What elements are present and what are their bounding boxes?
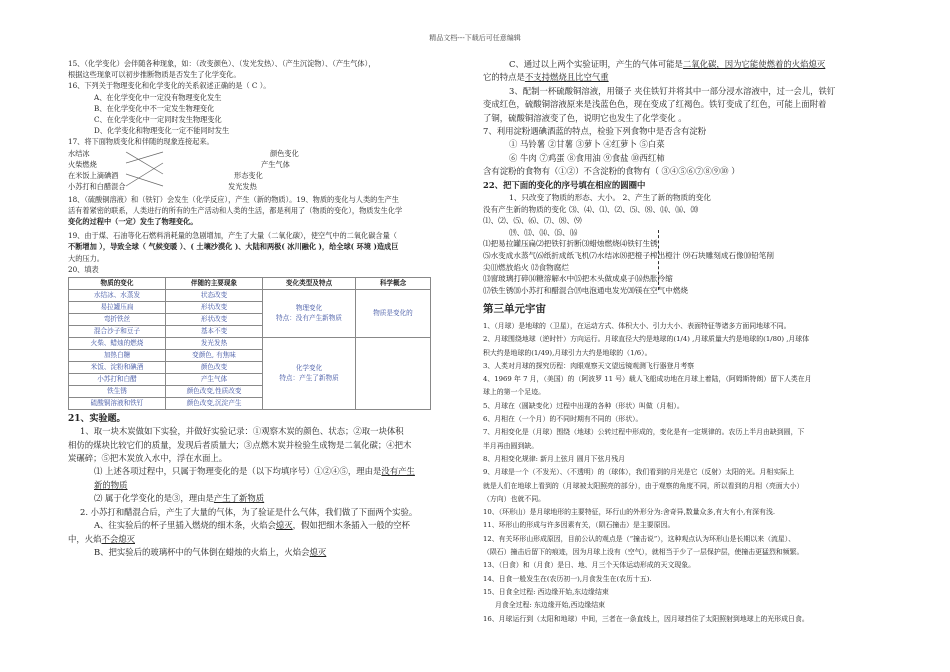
q21-answer-2: [68, 492, 468, 505]
q21-body-3: 炭碾碎；⑤把木炭放入水中，浮在水面上。: [68, 453, 228, 464]
q18-line-1: 18、（硫酸铜溶液）和（铁钉）会发生（化学反应），产生（新的物质）。19、物质的变化与人类的生产生: [68, 194, 399, 204]
table-cell: 水结冰、水蒸发: [69, 290, 166, 302]
exp-feature-text: 它的特点是: [483, 72, 525, 83]
match-left-item: 水结冰: [68, 148, 90, 158]
table-cell: 发光发热: [166, 338, 263, 350]
r3-line-2: 变成红色，硫酸铜溶液原来是浅蓝色色，现在变成了红褐色。铁钉变成了红色，可能上面附着: [483, 99, 827, 110]
changes-table: [68, 277, 431, 410]
q18-line-3: 变化的过程中（一定）发生了物理变化。: [68, 217, 198, 227]
q21-a-blank: 熄灭: [275, 520, 293, 531]
table-header: 伴随的主要现象: [166, 278, 263, 290]
q19-line-2: 不断增加 ），导致全球（ 气候变暖 ）、( 土壤沙漠化 )、大陆和两极( 冰川融化 )，给全球( 环境 )造成巨: [68, 242, 399, 252]
s3-line: 9、月球是一个（不发光）、（不透明）的（球体），我们看到的月光是它（反射）太阳的光。月相实际上: [483, 468, 794, 477]
s3-line: 12、有关环形山形成原因，目前公认的观点是（“撞击说”），这种观点认为环形山是长期以来（流星）、: [483, 534, 796, 543]
s3-line: 6、月相在（一个月）的不同时期有不同的（形状）。: [483, 415, 643, 424]
match-left-item: 在米饭上滴碘酒: [68, 170, 119, 180]
s3-line: 4、1969 年 7 月，（美国）的（阿波罗 11 号）载人飞船成功地在月球上着陆，（阿姆斯特朗）留下人类在月: [483, 375, 812, 384]
section-3-body: [483, 320, 883, 626]
s3-line: 15、日食全过程: 西边缘开始,东边缘结束: [483, 587, 609, 596]
s3-line: 积大约是地球的(1/49),月球引力大约是地球的（1/6）。: [483, 348, 652, 357]
r22-line: 没有产生新的物质的变化 ⑶、⑷、⑴、⑵、⑸、⑻、⒁、⒃、⒇: [483, 204, 699, 214]
match-right-item: 颜色变化: [270, 148, 299, 158]
match-left-item: 火柴燃烧: [68, 159, 97, 169]
s3-line: 8、月相变化规律: 新月上弦月 圆月下弦月残月: [483, 454, 626, 463]
left-column: [68, 58, 468, 559]
table-concept-empty: [356, 338, 431, 410]
s3-line: 10、（环形山）是月球地形的主要特征，环行山的外形分为:舍奇异,数量众多,有大有小,有深有浅.: [483, 508, 776, 517]
type-label: 物理变化: [295, 304, 323, 313]
table-cell: 产生气体: [166, 374, 263, 386]
type-feature: 特点：产生了新物质: [279, 373, 339, 382]
exp-conclusion-reason: ，因为它能使燃着的火焰熄灭: [716, 59, 826, 69]
table-cell: 混合沙子和豆子: [69, 326, 166, 338]
r22-line: ⒆、⒀、⒁、⒂、⒃: [509, 227, 578, 237]
type-label: 化学变化: [295, 364, 323, 373]
table-cell: 小苏打和白醋: [69, 374, 166, 386]
table-cell: 变颜色, 有焦味: [166, 350, 263, 362]
r7-options-1: ① 马铃薯 ②甘薯 ③萝卜 ④红萝卜 ⑤白菜: [509, 139, 665, 150]
table-header: 科学概念: [356, 278, 431, 290]
table-type-physical: [263, 290, 356, 338]
match-right-item: 形态变化: [234, 170, 263, 180]
q21-answer-2-blank: 产生了新物质: [213, 493, 265, 504]
table-cell: 基本不变: [166, 326, 263, 338]
s3-line: 16、月球运行到（太阳和地球）中间，三者在一条直线上，因月球挡住了太阳照射到地球上的光形成日食。: [483, 614, 809, 623]
q21-b-text: B、把实验后的玻璃杯中的气体倒在蜡烛的火焰上，火焰会: [94, 546, 310, 557]
table-cell: 铁生锈: [69, 386, 166, 398]
s3-line: 3、人类对月球的探究历程：肉眼观察天文望远镜观测飞行器登月考察: [483, 361, 695, 370]
r22-line: 尖⑾燃放焰火 ⑿食物腐烂: [483, 262, 569, 272]
match-right-item: 产生气体: [261, 159, 290, 169]
q21-a-line-2: [68, 533, 468, 546]
r22-line: ⑴、⑵、⑸、⑹、⑺、⑻、⑼: [483, 216, 582, 226]
q21-answer-1b: [68, 479, 468, 492]
s3-line: 就是人们在地球上看到的（月球被太阳照亮的部分），由于观察的角度不同，所以看到的月相（亮面大小）: [483, 481, 804, 490]
q16-option-c: C、在化学变化中一定同时发生物理变化: [94, 115, 222, 125]
q21-title: 21、实验题。: [68, 414, 126, 425]
q21-b-line: [68, 546, 468, 559]
s3-line: （方向）也就不同。: [483, 494, 546, 503]
q19-line-1: 19、由于煤、石油等化石燃料消耗量的急剧增加，产生了大量（二氧化碳），使空气中的二氧化碳含量（: [68, 231, 397, 241]
q21-answer-1-blank: 没有产生: [381, 466, 415, 477]
s3-line: 2、月球围绕地球（逆时针）方向运行。月球直径大约是地球的(1/4) ,月球质量大约是地球的(1/80) ,月球体: [483, 335, 810, 344]
q20-title: 20、填表: [68, 264, 99, 274]
q16-option-b: B、在化学变化中不一定发生物理变化: [94, 103, 215, 113]
dashed-divider: [658, 230, 659, 290]
exp-feature: [483, 71, 883, 84]
right-column: [483, 58, 883, 626]
q21-a-line: [68, 519, 468, 532]
page-header: 精品文档---下载后可任意编辑: [429, 34, 521, 42]
table-header: 变化类型及特点: [263, 278, 356, 290]
r7-options-2: ⑥ 牛肉 ⑦鸡蛋 ⑧食用油 ⑨食盐 ⑩西红柿: [509, 152, 665, 163]
q21-a-text-3: 中，火焰: [68, 533, 102, 544]
q15-line-1: 15、（化学变化）会伴随各种现象，如：（改变颜色）、（发光发热）、（产生沉淀物）、（产生气体），: [68, 59, 376, 68]
type-feature: 特点：没有产生新物质: [276, 313, 342, 322]
s3-line: 月食全过程: 东边缘开始,西边缘结束: [495, 601, 606, 610]
s3-line: 球上的第一个足迹。: [483, 388, 546, 397]
r7-answer: 含有淀粉的食物有（①②）不含淀粉的食物有（ ③④⑤⑥⑦⑧⑨⑩ ）: [483, 166, 740, 177]
match-left-item: 小苏打和白醋混合: [68, 181, 126, 191]
s3-line: 7、月相变化是（月球）围绕（地球）公转过程中形成的，变化是有一定规律的。农历上半月由缺到圆，下: [483, 428, 805, 437]
table-cell: 颜色改变,沉淀产生: [166, 398, 263, 410]
s3-line: 5、月球在（圆缺变化）过程中出现的各种（形状）叫做（月相）。: [483, 401, 684, 410]
q21-answer-1: [68, 465, 468, 478]
table-cell: 易拉罐压扁: [69, 302, 166, 314]
q21-a-text-2: ，假如把细木条插入一般的空杯: [292, 520, 410, 531]
s3-line: 1、（月球）是地球的（卫星），在运动方式、体积大小、引力大小、表面特征等诸多方面同地球不同。: [483, 322, 791, 330]
r22-line: ⒀窗玻璃打碎⒁糖溶解水中⒂把木头做成桌子⒃热胀冷缩: [483, 274, 673, 284]
matching-exercise: [68, 148, 468, 194]
table-cell: 颜色改变,性质改变: [166, 386, 263, 398]
q17-stem: 17、将下面物质变化和伴随的现象连接起来。: [68, 137, 214, 147]
q21-a-text: A、往实验后的杯子里插入燃烧的细木条，火焰会: [94, 520, 276, 531]
table-header: 物质的变化: [69, 278, 166, 290]
q21-answer-1-text: ⑴ 上述各项过程中，只属于物理变化的是（以下均填序号）①②④⑤，理由是: [94, 466, 382, 477]
q19-line-3: 大的压力。: [68, 253, 104, 263]
r22-line: ⑴把易拉罐压扁⑵把铁钉折断⑶蜡烛燃烧⑷铁钉生锈: [483, 239, 658, 249]
q21-body-2: 相仿的煤块比较它们的质量，发现后者质量大；③点燃木炭并检验生成物是二氧化碳；④把木: [68, 439, 412, 450]
exp-conclusion-text: C、通过以上两个实验证明，产生的气体可能是: [509, 59, 683, 69]
r22-line: ⒄铁生锈⒅小苏打和醋混合⒆电泡通电发光⒇镁在空气中燃烧: [483, 285, 689, 295]
r7-stem: 7、利用淀粉遇碘酒蓝的特点，检验下列食物中是否含有淀粉: [483, 126, 707, 137]
q21-b-blank: 熄灭: [309, 546, 327, 557]
exp-conclusion: [483, 58, 883, 71]
r22-title: 22、把下面的变化的序号填在相应的圆圈中: [483, 179, 646, 190]
table-cell: 硫酸铜溶液和铁钉: [69, 398, 166, 410]
r22-line: ⑸水变成水蒸气⑹纸折成纸飞机⑺水结冰⑻把橙子榨出橙汁 ⑼石块雕刻成石像⑽铅笔削: [483, 251, 774, 261]
q21-part2: 2. 小苏打和醋混合后，产生了大量的气体，为了验证是什么气体，我们做了下面两个实验。: [80, 506, 418, 517]
q21-a-blank-2: 不会熄灭: [101, 533, 135, 544]
table-concept: 物质是变化的: [356, 290, 431, 338]
q21-answer-2-text: ⑵ 属于化学变化的是③，理由是: [94, 493, 214, 504]
table-cell: 加热白糖: [69, 350, 166, 362]
q16-option-a: A、在化学变化中一定没有物理变化发生: [94, 92, 222, 102]
match-right-item: 发光发热: [228, 181, 257, 191]
exp-conclusion-blank: 二氧化碳: [682, 59, 717, 69]
q16-option-d: D、化学变化和物理变化一定不能同时发生: [94, 126, 230, 136]
s3-line: 半月再由圆到缺。: [483, 441, 539, 450]
q21-answer-1-blank-2: 新的物质: [94, 479, 128, 490]
s3-line: （陨石）撞击后留下的痕迹，因为月球上没有（空气），就相当于少了一层保护层，使撞击更猛烈和频繁。: [483, 548, 804, 557]
q21-body-1: 1、取一块木炭做如下实验，并做好实验记录：①观察木炭的颜色、状态；②取一块体积: [80, 426, 404, 437]
s3-line: 11、环形山的形成与许多因素有关，（陨石撞击）是主要原因。: [483, 521, 675, 530]
q16-stem: 16、下列关于物理变化和化学变化的关系叙述正确的是（ C ）。: [68, 81, 271, 91]
exp-feature-blank: 不支持燃烧且比空气重: [524, 72, 609, 83]
table-cell: 形状改变: [166, 314, 263, 326]
table-cell: 颜色改变: [166, 362, 263, 374]
table-cell: 弯折铁丝: [69, 314, 166, 326]
table-cell: 状态改变: [166, 290, 263, 302]
q18-line-2: 活有着紧密的联系，人类进行的所有的生产活动和人类的生活，都是利用了（物质的变化），物质发生化学: [68, 205, 403, 215]
s3-line: 14、日食一般发生在(农历初一),月食发生在(农历十五).: [483, 574, 652, 583]
table-cell: 形状改变: [166, 302, 263, 314]
r22-line: 1、只改变了物质的形态、大小。 2、产生了新的物质的变化: [509, 193, 711, 203]
section-title: 第三单元宇宙: [483, 303, 546, 316]
r3-line-3: 了铜，硫酸铜溶液变了色，说明它也发生了化学变化 。: [483, 112, 687, 123]
table-type-chemical: [263, 338, 356, 410]
table-cell: 火柴、蜡烛的燃烧: [69, 338, 166, 350]
s3-line: 13、（日食）和（月食）是日、地、月三个天体运动形成的天文现象。: [483, 561, 696, 570]
q15-line-2: 根据这些现象可以初步推断物质是否发生了化学变化。: [68, 70, 241, 80]
table-cell: 米饭、淀粉和碘酒: [69, 362, 166, 374]
r3-line-1: 3、配制一杯硫酸铜溶液，用镊子 夹住铁钉并将其中一部分浸水溶液中，过一会儿，铁钉: [509, 85, 836, 96]
